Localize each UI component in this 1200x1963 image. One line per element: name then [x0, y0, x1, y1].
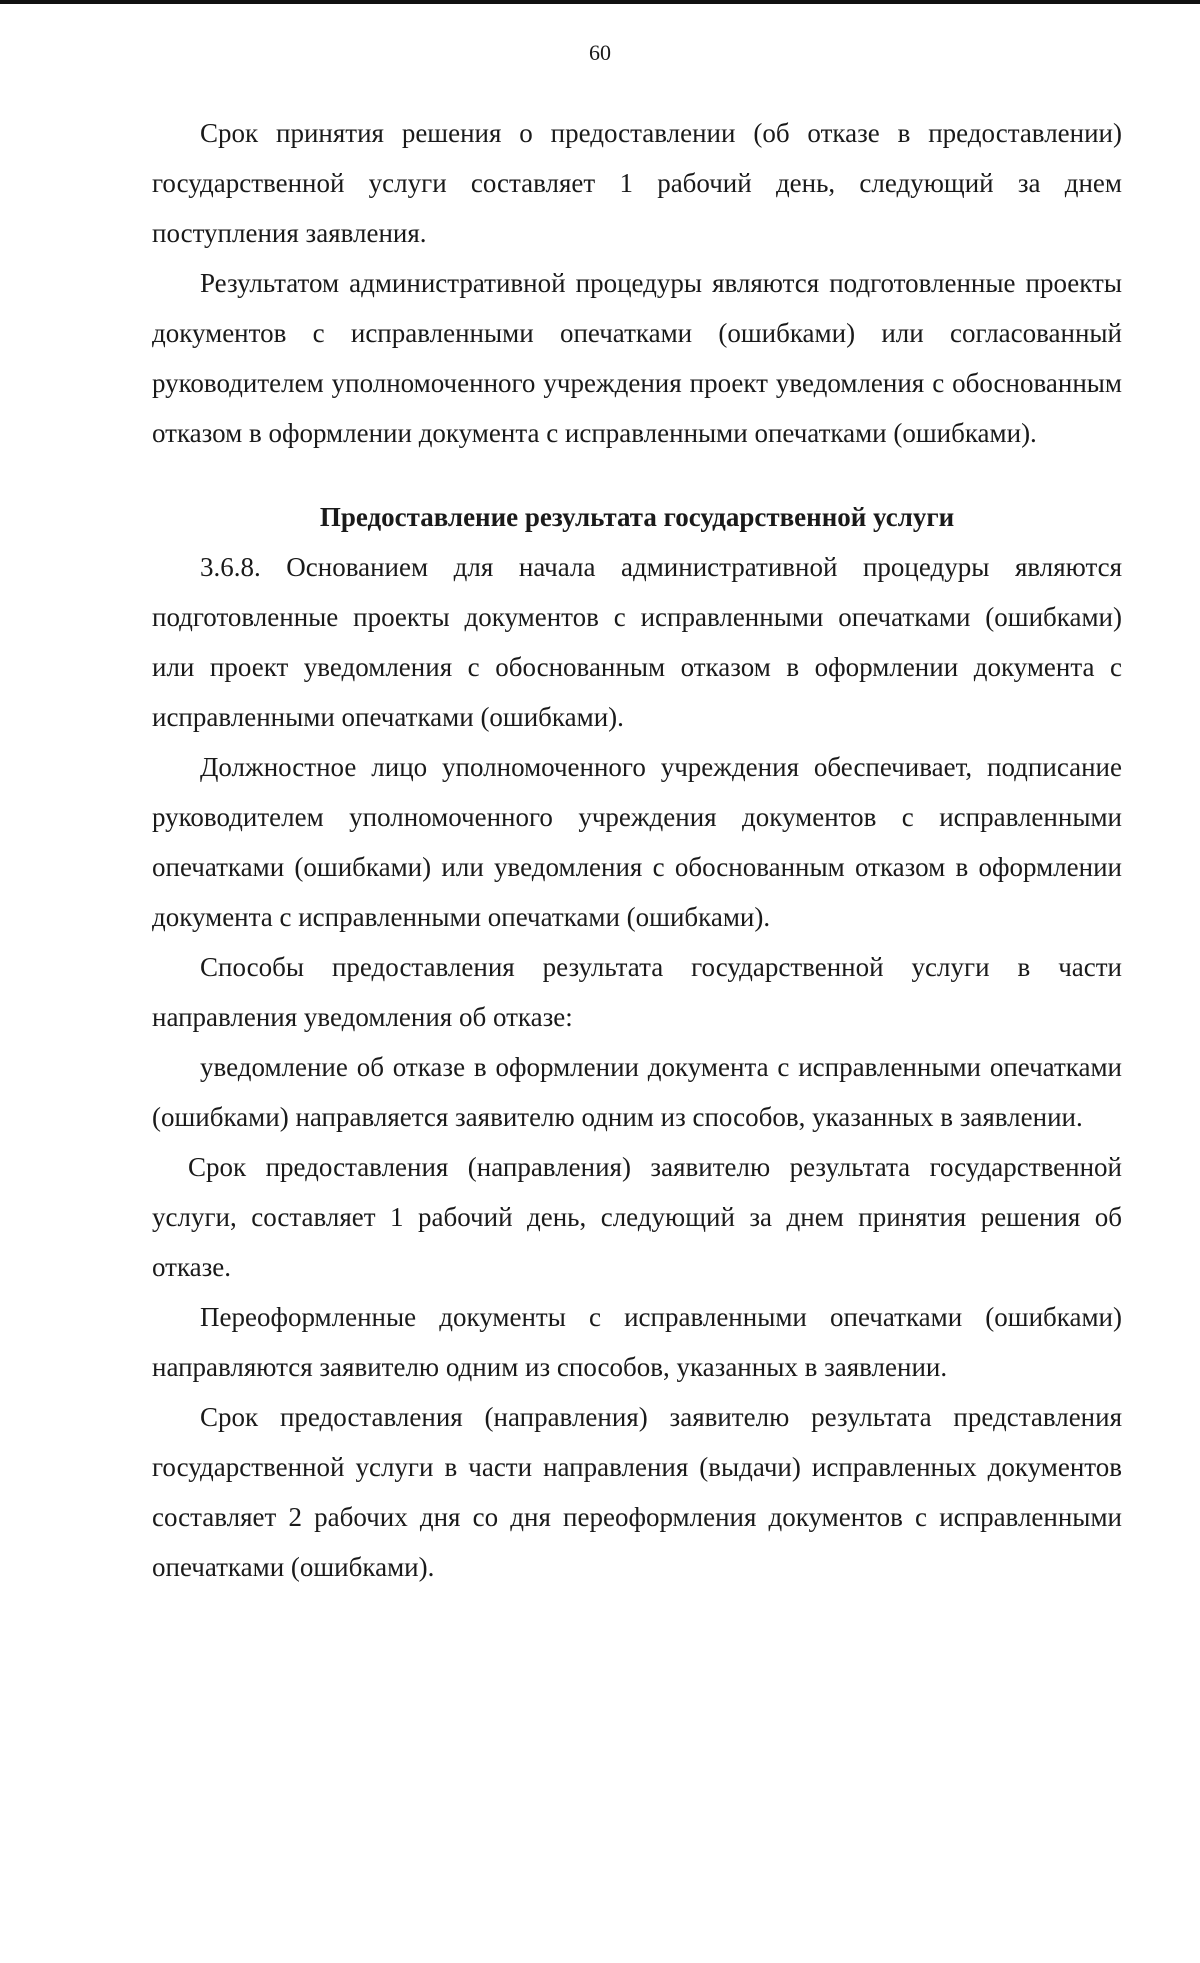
paragraph-issue-term: Срок предоставления (направления) заявителю результата представления государственной услуги в части направления (выдачи) исправленных документов составляет 2 рабочих дня со дня переоформления документов с исправленными опечатками (ошибками).: [152, 1402, 1122, 1582]
paragraph-procedure-result: Результатом административной процедуры являются подготовленные проекты документов с исправленными опечатками (ошибками) или согласованный руководителем уполномоченного учреждения проект уведомления с обоснованным отказом в оформлении документа с исправленными опечатками (ошибками).: [152, 268, 1122, 448]
paragraph-refusal-notice: уведомление об отказе в оформлении документа с исправленными опечатками (ошибками) направляется заявителю одним из способов, указанных в заявлении.: [152, 1052, 1122, 1132]
page-number: 60: [589, 40, 611, 65]
paragraph-result-term: Срок предоставления (направления) заявителю результата государственной услуги, составляет 1 рабочий день, следующий за днем принятия решения об отказе.: [152, 1152, 1122, 1282]
paragraph-3-6-8: 3.6.8. Основанием для начала административной процедуры являются подготовленные проекты документов с исправленными опечатками (ошибками) или проект уведомления с обоснованным отказом в оформлении документа с исправленными опечатками (ошибками).: [152, 552, 1122, 732]
scan-top-border: [0, 0, 1200, 4]
paragraph-official-signing: Должностное лицо уполномоченного учреждения обеспечивает, подписание руководителем уполномоченного учреждения документов с исправленными опечатками (ошибками) или уведомления с обоснованным отказом в оформлении документа с исправленными опечатками (ошибками).: [152, 752, 1122, 932]
document-body: [152, 108, 1122, 1592]
section-heading: Предоставление результата государственной услуги: [319, 502, 955, 532]
paragraph-reissued-documents: Переоформленные документы с исправленными опечатками (ошибками) направляются заявителю одним из способов, указанных в заявлении.: [152, 1302, 1122, 1382]
paragraph-delivery-methods: Способы предоставления результата государственной услуги в части направления уведомления об отказе:: [152, 952, 1122, 1032]
paragraph-decision-term: Срок принятия решения о предоставлении (об отказе в предоставлении) государственной услуги составляет 1 рабочий день, следующий за днем поступления заявления.: [152, 118, 1122, 248]
